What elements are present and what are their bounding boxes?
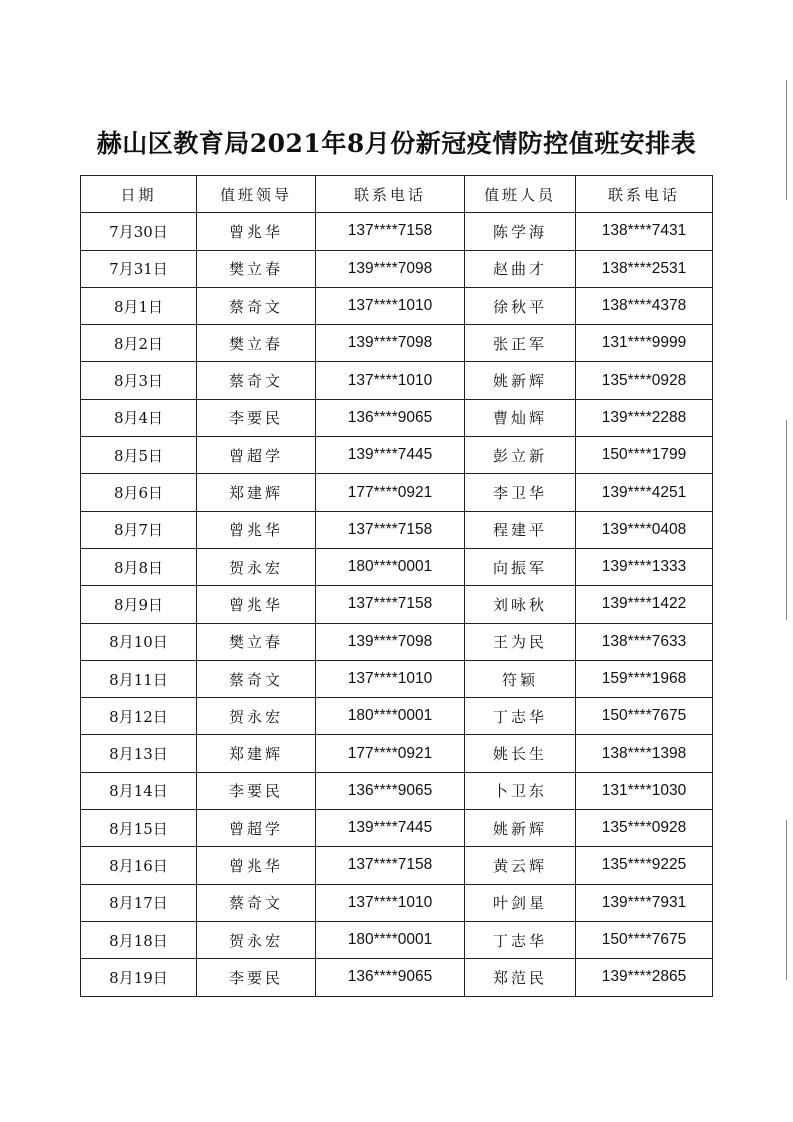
cell-staff-phone: 138****1398	[576, 735, 713, 772]
header-staff-phone: 联系电话	[576, 176, 713, 213]
cell-staff-phone: 150****1799	[576, 437, 713, 474]
cell-staff-phone: 139****1333	[576, 548, 713, 585]
table-row	[81, 474, 713, 511]
cell-leader: 樊立春	[197, 250, 316, 287]
table-row	[81, 735, 713, 772]
cell-date: 8月12日	[81, 698, 197, 735]
cell-date: 8月2日	[81, 325, 197, 362]
cell-staff-phone: 139****0408	[576, 511, 713, 548]
table-row	[81, 250, 713, 287]
table-header-row	[81, 176, 713, 213]
header-leader: 值班领导	[197, 176, 316, 213]
cell-leader: 曾超学	[197, 437, 316, 474]
table-row	[81, 548, 713, 585]
cell-staff: 张正军	[465, 325, 576, 362]
table-row	[81, 623, 713, 660]
cell-leader: 曾兆华	[197, 586, 316, 623]
cell-leader: 曾兆华	[197, 511, 316, 548]
cell-leader-phone: 136****9065	[316, 772, 465, 809]
cell-leader: 贺永宏	[197, 548, 316, 585]
cell-date: 8月8日	[81, 548, 197, 585]
cell-staff-phone: 131****9999	[576, 325, 713, 362]
cell-staff: 刘咏秋	[465, 586, 576, 623]
cell-staff-phone: 131****1030	[576, 772, 713, 809]
cell-staff: 丁志华	[465, 698, 576, 735]
cell-date: 8月19日	[81, 959, 197, 996]
cell-leader-phone: 137****1010	[316, 884, 465, 921]
cell-date: 8月3日	[81, 362, 197, 399]
table-row	[81, 213, 713, 250]
cell-staff: 王为民	[465, 623, 576, 660]
cell-staff: 姚新辉	[465, 362, 576, 399]
header-staff: 值班人员	[465, 176, 576, 213]
table-row	[81, 586, 713, 623]
cell-date: 8月11日	[81, 660, 197, 697]
cell-leader: 李要民	[197, 772, 316, 809]
cell-staff: 彭立新	[465, 437, 576, 474]
cell-staff: 姚新辉	[465, 810, 576, 847]
cell-staff: 向振军	[465, 548, 576, 585]
cell-leader-phone: 139****7098	[316, 325, 465, 362]
cell-staff-phone: 135****0928	[576, 810, 713, 847]
cell-staff-phone: 138****7431	[576, 213, 713, 250]
cell-staff: 曹灿辉	[465, 399, 576, 436]
cell-staff: 符颖	[465, 660, 576, 697]
cell-staff-phone: 138****7633	[576, 623, 713, 660]
cell-leader-phone: 137****1010	[316, 660, 465, 697]
cell-leader-phone: 137****7158	[316, 847, 465, 884]
cell-leader: 蔡奇文	[197, 362, 316, 399]
cell-staff-phone: 159****1968	[576, 660, 713, 697]
table-row	[81, 511, 713, 548]
cell-staff-phone: 139****2865	[576, 959, 713, 996]
cell-staff-phone: 139****2288	[576, 399, 713, 436]
cell-date: 8月5日	[81, 437, 197, 474]
cell-staff: 姚长生	[465, 735, 576, 772]
cell-staff-phone: 138****2531	[576, 250, 713, 287]
cell-leader-phone: 137****1010	[316, 287, 465, 324]
table-row	[81, 810, 713, 847]
cell-leader-phone: 139****7098	[316, 623, 465, 660]
cell-date: 8月10日	[81, 623, 197, 660]
table-row	[81, 399, 713, 436]
cell-staff: 叶剑星	[465, 884, 576, 921]
cell-date: 8月17日	[81, 884, 197, 921]
cell-staff-phone: 150****7675	[576, 698, 713, 735]
table-row	[81, 921, 713, 958]
table-row	[81, 698, 713, 735]
cell-leader: 曾兆华	[197, 213, 316, 250]
cell-staff-phone: 135****0928	[576, 362, 713, 399]
scan-edge-line	[786, 80, 787, 200]
cell-date: 8月1日	[81, 287, 197, 324]
cell-date: 8月13日	[81, 735, 197, 772]
cell-leader-phone: 177****0921	[316, 735, 465, 772]
scan-edge-line	[786, 420, 787, 620]
cell-staff: 李卫华	[465, 474, 576, 511]
table-row	[81, 660, 713, 697]
duty-schedule-table	[80, 175, 713, 997]
cell-leader: 樊立春	[197, 623, 316, 660]
table-row	[81, 362, 713, 399]
cell-staff-phone: 150****7675	[576, 921, 713, 958]
cell-leader: 樊立春	[197, 325, 316, 362]
header-leader-phone: 联系电话	[316, 176, 465, 213]
cell-leader-phone: 137****7158	[316, 511, 465, 548]
cell-date: 8月18日	[81, 921, 197, 958]
scan-edge-line	[786, 820, 787, 980]
cell-staff: 黄云辉	[465, 847, 576, 884]
cell-staff-phone: 139****1422	[576, 586, 713, 623]
cell-leader-phone: 139****7445	[316, 437, 465, 474]
cell-staff-phone: 135****9225	[576, 847, 713, 884]
cell-leader: 蔡奇文	[197, 884, 316, 921]
cell-date: 8月9日	[81, 586, 197, 623]
cell-leader: 贺永宏	[197, 921, 316, 958]
cell-leader-phone: 137****1010	[316, 362, 465, 399]
cell-leader-phone: 180****0001	[316, 921, 465, 958]
cell-staff: 程建平	[465, 511, 576, 548]
header-date: 日期	[81, 176, 197, 213]
cell-leader-phone: 136****9065	[316, 399, 465, 436]
table-row	[81, 847, 713, 884]
cell-leader: 李要民	[197, 959, 316, 996]
cell-staff: 赵曲才	[465, 250, 576, 287]
cell-staff: 丁志华	[465, 921, 576, 958]
table-body	[81, 213, 713, 996]
table-row	[81, 287, 713, 324]
cell-leader: 曾兆华	[197, 847, 316, 884]
cell-leader-phone: 180****0001	[316, 698, 465, 735]
table-row	[81, 772, 713, 809]
cell-date: 7月31日	[81, 250, 197, 287]
cell-date: 8月14日	[81, 772, 197, 809]
cell-date: 8月16日	[81, 847, 197, 884]
cell-leader: 蔡奇文	[197, 660, 316, 697]
page-title: 赫山区教育局2021年8月份新冠疫情防控值班安排表	[96, 129, 697, 158]
table-row	[81, 959, 713, 996]
cell-staff-phone: 138****4378	[576, 287, 713, 324]
table-row	[81, 884, 713, 921]
table-row	[81, 325, 713, 362]
cell-leader: 郑建辉	[197, 474, 316, 511]
cell-leader-phone: 137****7158	[316, 586, 465, 623]
cell-leader-phone: 136****9065	[316, 959, 465, 996]
cell-leader-phone: 139****7098	[316, 250, 465, 287]
table-row	[81, 437, 713, 474]
cell-leader-phone: 177****0921	[316, 474, 465, 511]
cell-leader: 曾超学	[197, 810, 316, 847]
cell-leader-phone: 137****7158	[316, 213, 465, 250]
cell-staff-phone: 139****7931	[576, 884, 713, 921]
cell-date: 8月15日	[81, 810, 197, 847]
cell-staff: 陈学海	[465, 213, 576, 250]
cell-date: 7月30日	[81, 213, 197, 250]
cell-leader: 李要民	[197, 399, 316, 436]
cell-leader: 贺永宏	[197, 698, 316, 735]
cell-leader: 郑建辉	[197, 735, 316, 772]
cell-leader-phone: 180****0001	[316, 548, 465, 585]
cell-staff: 郑范民	[465, 959, 576, 996]
cell-date: 8月7日	[81, 511, 197, 548]
cell-leader-phone: 139****7445	[316, 810, 465, 847]
cell-leader: 蔡奇文	[197, 287, 316, 324]
cell-date: 8月4日	[81, 399, 197, 436]
cell-staff: 徐秋平	[465, 287, 576, 324]
cell-staff-phone: 139****4251	[576, 474, 713, 511]
cell-date: 8月6日	[81, 474, 197, 511]
cell-staff: 卜卫东	[465, 772, 576, 809]
